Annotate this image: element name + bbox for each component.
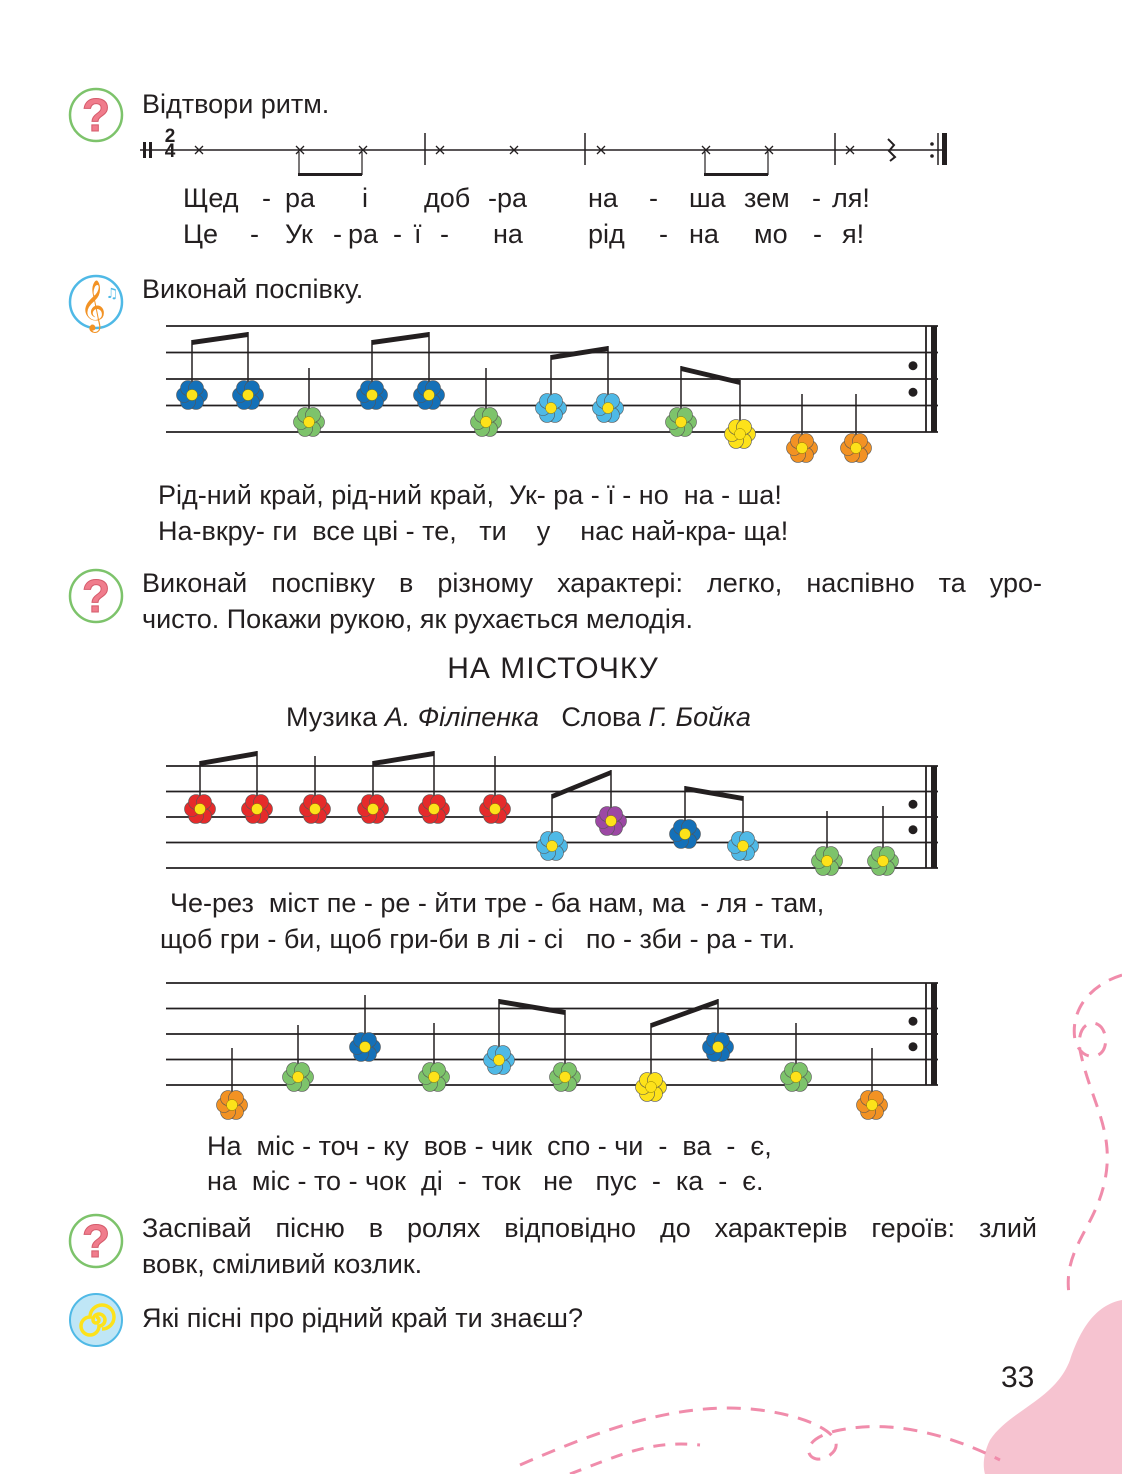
flower-note [300, 795, 331, 824]
song-1-lyrics-line-1: Рід-ний край, рід-ний край, Ук- ра - ї - но на - ша! [158, 480, 782, 510]
task-2-text: Виконай поспівку. [142, 274, 364, 304]
rhythm-syllable: - [262, 183, 271, 213]
note-beam [552, 770, 611, 799]
rhythm-syllable: я! [842, 219, 865, 249]
flower-note [781, 1063, 812, 1092]
flower-note [593, 394, 624, 423]
note-beam [685, 786, 743, 801]
rhythm-syllable: - [649, 183, 658, 213]
task-1-text: Відтвори ритм. [142, 89, 330, 119]
song-title: НА МІСТОЧКУ [447, 652, 659, 685]
flower-note [484, 1046, 515, 1075]
svg-text:𝄞: 𝄞 [79, 280, 107, 331]
flower-note [725, 420, 756, 449]
flower-note [358, 795, 389, 824]
song-2-lyrics-line-2: щоб гри - би, щоб гри-би в лі - сі по - зби - ра - ти. [160, 924, 796, 954]
time-signature-top: 2 [164, 126, 176, 147]
rhythm-syllable: на [493, 219, 523, 249]
flower-note [177, 381, 208, 410]
flower-note [419, 1063, 450, 1092]
rhythm-syllable: - [440, 219, 449, 249]
song-credits [286, 702, 751, 733]
flower-note [217, 1091, 248, 1120]
repeat-dot [909, 1017, 918, 1026]
rhythm-syllable: ля! [832, 183, 870, 213]
final-barline [931, 326, 937, 432]
task-5-text: Які пісні про рідний край ти знаєш? [142, 1303, 583, 1333]
rhythm-syllable: - [250, 219, 259, 249]
song-2-lyrics-line-3: На міс - точ - ку вов - чик спо - чи - ва - є, [207, 1131, 772, 1161]
question-mark-icon [68, 87, 124, 143]
final-barline [931, 983, 937, 1085]
note-beam [651, 999, 718, 1028]
flower-note [550, 1063, 581, 1092]
flower-note [537, 832, 568, 861]
rhythm-syllable: - [333, 219, 342, 249]
task-4-text-line-2: вовк, сміливий козлик. [142, 1249, 423, 1279]
flower-note [294, 408, 325, 437]
rhythm-syllable: ї [414, 219, 422, 249]
flower-note [242, 795, 273, 824]
flower-note [419, 795, 450, 824]
song-2-lyrics-line-4: на міс - то - чок ді - ток не пус - ка - є. [207, 1166, 764, 1196]
rhythm-syllable: зем [744, 183, 790, 213]
flower-note [868, 847, 899, 876]
song-2-lyrics-line-1: Че-рез міст пе - ре - йти тре - ба нам, ма - ля - там, [170, 888, 825, 918]
rhythm-syllable: - [659, 219, 668, 249]
flower-note [841, 434, 872, 463]
rhythm-syllable: ша [689, 183, 726, 213]
treble-clef-icon [68, 274, 124, 330]
final-barline [931, 766, 937, 868]
svg-text:?: ? [81, 570, 111, 622]
song-1-lyrics-line-2: На-вкру- ги все цві - те, ти у нас най-кра- ща! [158, 516, 789, 546]
music-author: А. Філіпенка [384, 702, 539, 732]
rhythm-syllable: - [488, 183, 497, 213]
flower-note [471, 408, 502, 437]
task-4-text-line-1: Заспівай пісню в ролях відповідно до характерів героїв: злий [142, 1213, 1037, 1243]
rhythm-syllable: рід [588, 219, 625, 249]
flower-note [636, 1073, 667, 1102]
repeat-dot [909, 1042, 918, 1051]
note-beam [372, 332, 429, 345]
song-1-staff [166, 318, 966, 478]
flower-note [536, 394, 567, 423]
note-beam [192, 332, 248, 345]
rhythm-syllable: на [689, 219, 719, 249]
song-2-staff-2 [166, 975, 966, 1135]
page-number: 33 [1001, 1361, 1035, 1394]
time-signature-bottom: 4 [164, 141, 176, 162]
flower-note [350, 1033, 381, 1062]
flower-note [283, 1063, 314, 1092]
rhythm-syllable: і [362, 183, 368, 213]
question-mark-icon [68, 1213, 124, 1269]
question-mark-icon [68, 568, 124, 624]
repeat-dot [909, 825, 918, 834]
music-label: Музика [286, 702, 385, 732]
rhythm-syllable: - [812, 183, 821, 213]
rhythm-syllable: - [813, 219, 822, 249]
rhythm-staff [140, 125, 970, 185]
flower-note [185, 795, 216, 824]
flower-note [812, 847, 843, 876]
rhythm-syllable: Щед [183, 183, 239, 213]
words-author: Г. Бойка [648, 702, 751, 732]
rhythm-syllable: Ук [285, 219, 313, 249]
flower-note [414, 381, 445, 410]
rhythm-syllable: ра [285, 183, 316, 213]
flower-note [233, 381, 264, 410]
flower-note [670, 820, 701, 849]
flower-note [480, 795, 511, 824]
svg-text:?: ? [81, 1215, 111, 1267]
rhythm-syllable: ра [497, 183, 528, 213]
flower-note [666, 408, 697, 437]
rhythm-syllable: - [393, 219, 402, 249]
rhythm-syllable: мо [754, 219, 788, 249]
task-3-text-line-2: чисто. Покажи рукою, як рухається мелодія. [142, 604, 694, 634]
flower-note [357, 381, 388, 410]
flower-note [703, 1033, 734, 1062]
song-2-staff-1 [166, 756, 966, 906]
flower-note [596, 807, 627, 836]
repeat-dot [909, 800, 918, 809]
spiral-icon [68, 1292, 124, 1348]
flower-note [728, 832, 759, 861]
rhythm-syllable: доб [424, 183, 471, 213]
note-beam [681, 366, 740, 385]
rhythm-syllable: на [588, 183, 618, 213]
svg-text:?: ? [81, 89, 111, 141]
flower-note [787, 434, 818, 463]
rhythm-syllable: ра [348, 219, 379, 249]
words-label: Слова [561, 702, 649, 732]
repeat-dot [909, 388, 918, 397]
repeat-dot [909, 361, 918, 370]
rhythm-syllable: Це [183, 219, 218, 249]
note-beam [499, 999, 565, 1015]
task-3-text-line-1: Виконай поспівку в різному характері: легко, наспівно та уро- [142, 568, 1042, 598]
svg-text:♫: ♫ [105, 286, 119, 302]
flower-note [857, 1091, 888, 1120]
